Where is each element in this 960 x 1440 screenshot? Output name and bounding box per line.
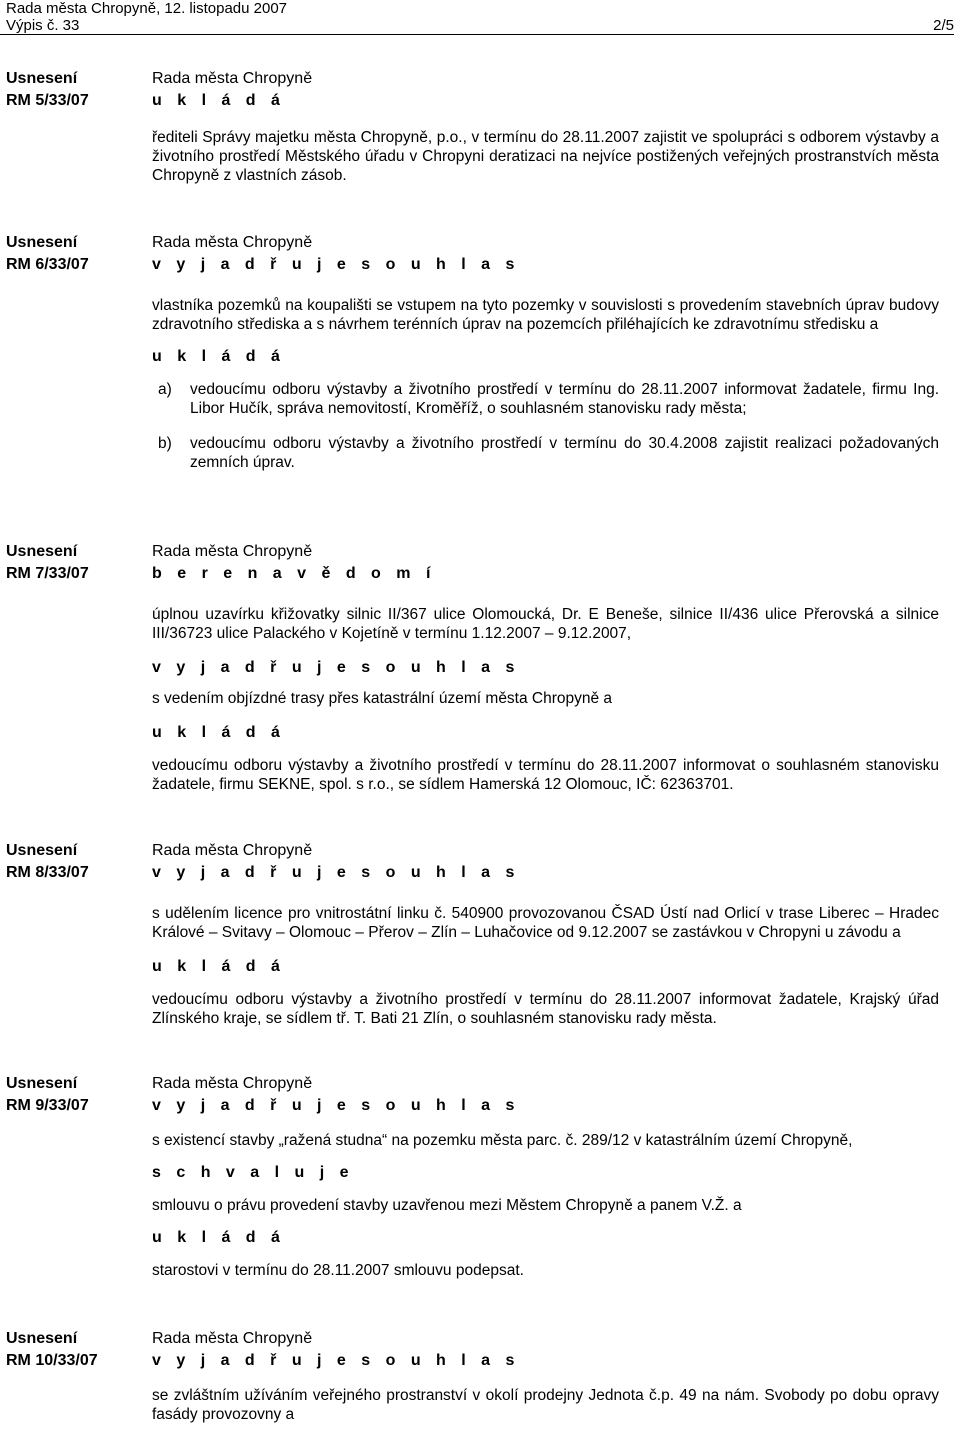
resolution-text: vedoucímu odboru výstavby a životního prostředí v termínu do 28.11.2007 informovat o souhlasném stanovisku žadatele, firmu SEKNE, spol. s r.o., se sídlem Hamerská 12 Olomouc, IČ: 62363701. bbox=[152, 757, 939, 793]
resolution-body bbox=[152, 840, 939, 1028]
resolution-text: s vedením objízdné trasy přes katastrální území města Chropyně a bbox=[152, 690, 613, 707]
resolution-verb: b e r e n a v ě d o m í bbox=[152, 565, 436, 582]
council-name: Rada města Chropyně bbox=[152, 234, 313, 251]
resolution-label: Usnesení RM 7/33/07 bbox=[6, 543, 89, 582]
resolution-body bbox=[152, 232, 939, 472]
resolution-text: starostovi v termínu do 28.11.2007 smlouvu podepsat. bbox=[152, 1262, 524, 1279]
council-name: Rada města Chropyně bbox=[152, 543, 313, 560]
resolution-text: s existencí stavby „ražená studna“ na pozemku města parc. č. 289/12 v katastrálním území Chropyně, bbox=[152, 1132, 853, 1149]
resolution-verb: v y j a d ř u j e s o u h l a s bbox=[152, 659, 520, 676]
resolution-body bbox=[152, 68, 939, 185]
header-divider bbox=[0, 34, 954, 35]
resolution-verb: u k l á d á bbox=[152, 724, 286, 741]
page-number: 2/5 bbox=[933, 17, 954, 34]
resolution-text: řediteli Správy majetku města Chropyně, p.o., v termínu do 28.11.2007 zajistit ve spolupráci s odborem výstavby a životního prostředí Městského úřadu v Chropyni deratizaci na nejvíce postižených veřejných prostranstvích města Chropyně z vlastních zásob. bbox=[152, 129, 939, 184]
resolution-verb: u k l á d á bbox=[152, 348, 286, 365]
resolution-text: vedoucímu odboru výstavby a životního prostředí v termínu do 28.11.2007 informovat žadatele, Krajský úřad Zlínského kraje, se sídlem tř. T. Bati 21 Zlín, o souhlasném stanovisku rady města. bbox=[152, 991, 939, 1027]
resolution-text: vlastníka pozemků na koupališti se vstupem na tyto pozemky v souvislosti s provedením stavebních úprav budovy zdravotního střediska a s návrhem terénních úprav na pozemcích přiléhajících ke zdravotnímu středisku a bbox=[152, 297, 939, 333]
resolution-body bbox=[152, 1073, 939, 1280]
resolution-text: se zvláštním užíváním veřejného prostranství v okolí prodejny Jednota č.p. 49 na nám. Svobody po dobu opravy fasády provozovny a bbox=[152, 1387, 939, 1423]
page-header bbox=[6, 0, 954, 34]
resolution-verb: u k l á d á bbox=[152, 1229, 286, 1246]
resolution-verb: v y j a d ř u j e s o u h l a s bbox=[152, 1097, 520, 1114]
resolution-body bbox=[152, 1328, 939, 1424]
council-name: Rada města Chropyně bbox=[152, 842, 313, 859]
resolution-verb: u k l á d á bbox=[152, 958, 286, 975]
resolution-verb: s c h v a l u j e bbox=[152, 1164, 354, 1181]
council-name: Rada města Chropyně bbox=[152, 1330, 313, 1347]
header-extract-number: Výpis č. 33 bbox=[6, 17, 80, 34]
council-name: Rada města Chropyně bbox=[152, 1075, 313, 1092]
resolution-item-b: b) vedoucímu odboru výstavby a životního prostředí v termínu do 30.4.2008 zajistit realizaci požadovaných zemních úprav. bbox=[158, 435, 939, 471]
header-council-date: Rada města Chropyně, 12. listopadu 2007 bbox=[6, 0, 288, 17]
resolution-body bbox=[152, 541, 939, 794]
resolution-verb: v y j a d ř u j e s o u h l a s bbox=[152, 256, 520, 273]
resolution-verb: u k l á d á bbox=[152, 92, 286, 109]
resolution-verb: v y j a d ř u j e s o u h l a s bbox=[152, 1352, 520, 1369]
resolution-text: smlouvu o právu provedení stavby uzavřenou mezi Městem Chropyně a panem V.Ž. a bbox=[152, 1197, 742, 1214]
resolution-label: Usnesení RM 6/33/07 bbox=[6, 234, 89, 273]
resolution-text: s udělením licence pro vnitrostátní linku č. 540900 provozovanou ČSAD Ústí nad Orlicí v trase Liberec – Hradec Králové – Svitavy – Olomouc – Přerov – Zlín – Luhačovice od 9.12.2007 se zastávkou v Chropyni u závodu a bbox=[152, 905, 939, 941]
resolution-label: Usnesení RM 8/33/07 bbox=[6, 842, 89, 881]
resolution-label: Usnesení RM 9/33/07 bbox=[6, 1075, 89, 1114]
council-name: Rada města Chropyně bbox=[152, 70, 313, 87]
resolution-label: Usnesení RM 10/33/07 bbox=[6, 1330, 98, 1369]
resolution-text: úplnou uzavírku křižovatky silnic II/367 ulice Olomoucká, Dr. E Beneše, silnice II/436 ulice Přerovská a silnice III/36723 ulice Palackého v Kojetíně v termínu 1.12.2007 – 9.12.2007, bbox=[152, 606, 939, 642]
resolution-label: Usnesení RM 5/33/07 bbox=[6, 70, 89, 109]
resolution-item-a: a) vedoucímu odboru výstavby a životního prostředí v termínu do 28.11.2007 informovat žadatele, firmu Ing. Libor Hučík, správa nemovitostí, Kroměříž, o souhlasném stanovisku rady města; bbox=[158, 381, 939, 417]
resolution-verb: v y j a d ř u j e s o u h l a s bbox=[152, 864, 520, 881]
